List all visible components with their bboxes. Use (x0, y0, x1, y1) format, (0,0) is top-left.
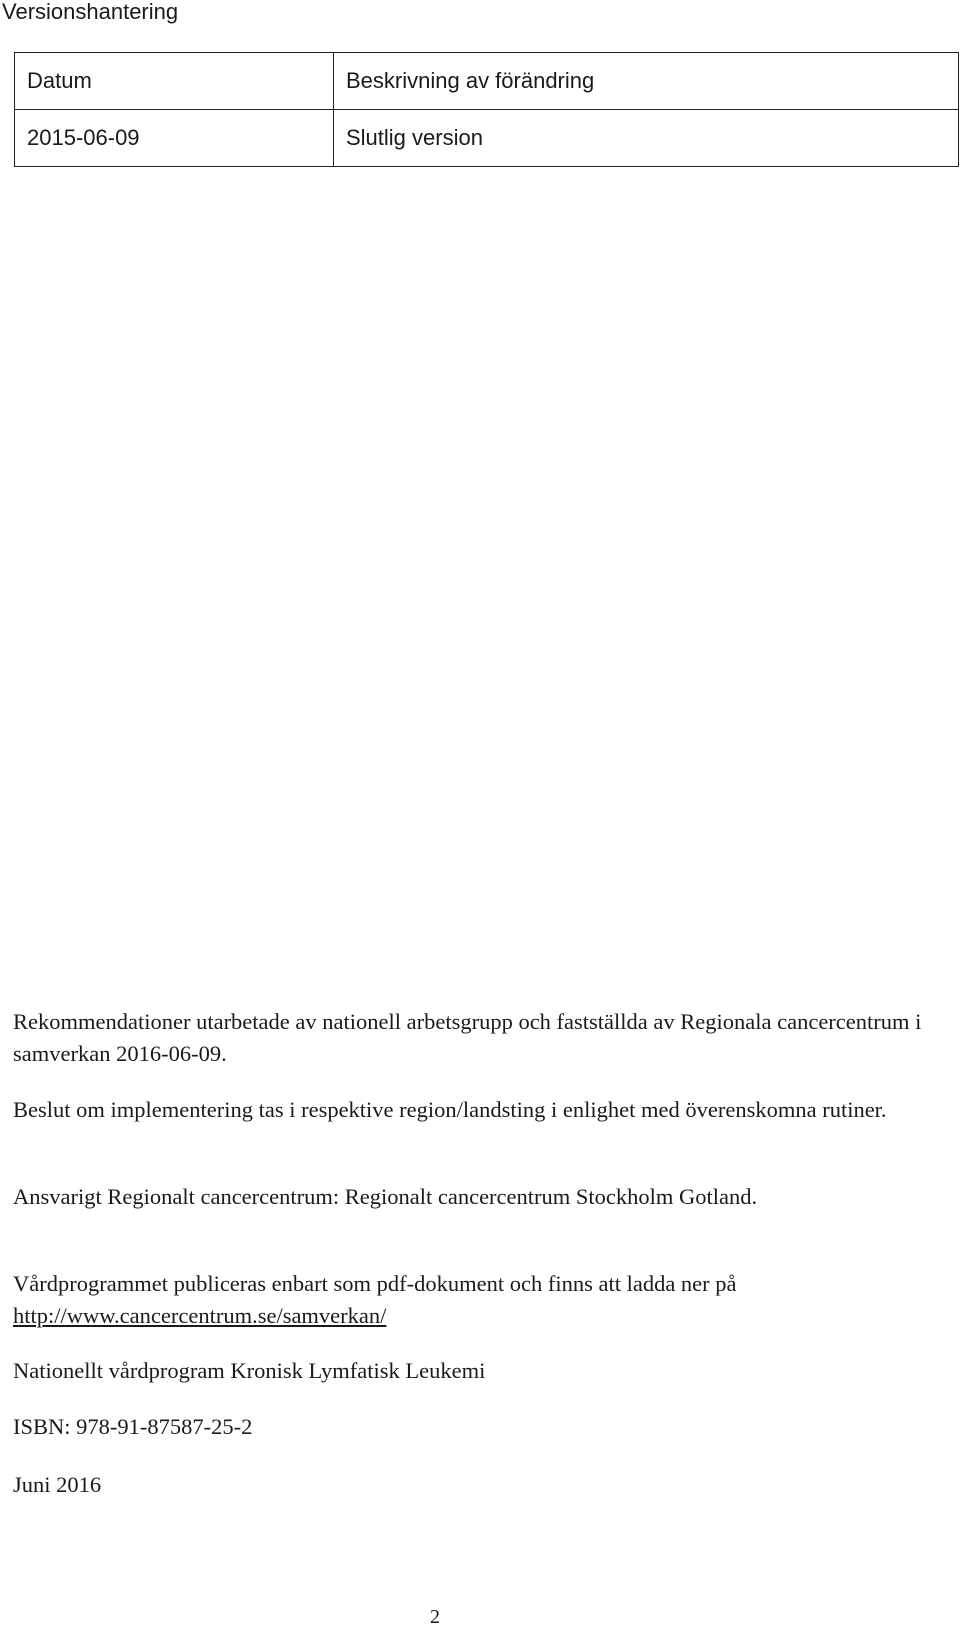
page-number: 2 (430, 1606, 440, 1628)
responsible-paragraph: Ansvarigt Regionalt cancercentrum: Regionalt cancercentrum Stockholm Gotland. (13, 1184, 758, 1209)
table-header-row (15, 53, 959, 110)
header-description: Beskrivning av förändring (334, 53, 959, 110)
publication-date: Juni 2016 (13, 1472, 102, 1497)
samverkan-link[interactable]: http://www.cancercentrum.se/samverkan/ (13, 1303, 387, 1328)
version-table (14, 52, 959, 167)
program-title: Nationellt vårdprogram Kronisk Lymfatisk Leukemi (13, 1358, 486, 1383)
recommendations-paragraph: Rekommendationer utarbetade av nationell arbetsgrupp och fastställda av Regionala cancercentrum i samverkan 2016-06-09. (13, 1009, 922, 1066)
table-row (15, 110, 959, 167)
header-date: Datum (15, 53, 334, 110)
decision-paragraph: Beslut om implementering tas i respektive region/landsting i enlighet med överenskomna rutiner. (13, 1097, 887, 1122)
row-date: 2015-06-09 (15, 110, 334, 167)
isbn-text: ISBN: 978-91-87587-25-2 (13, 1414, 253, 1439)
publication-text: Vårdprogrammet publiceras enbart som pdf-dokument och finns att ladda ner på (13, 1271, 737, 1296)
section-heading: Versionshantering (2, 0, 179, 24)
publication-paragraph (13, 1268, 943, 1332)
row-description: Slutlig version (334, 110, 959, 167)
